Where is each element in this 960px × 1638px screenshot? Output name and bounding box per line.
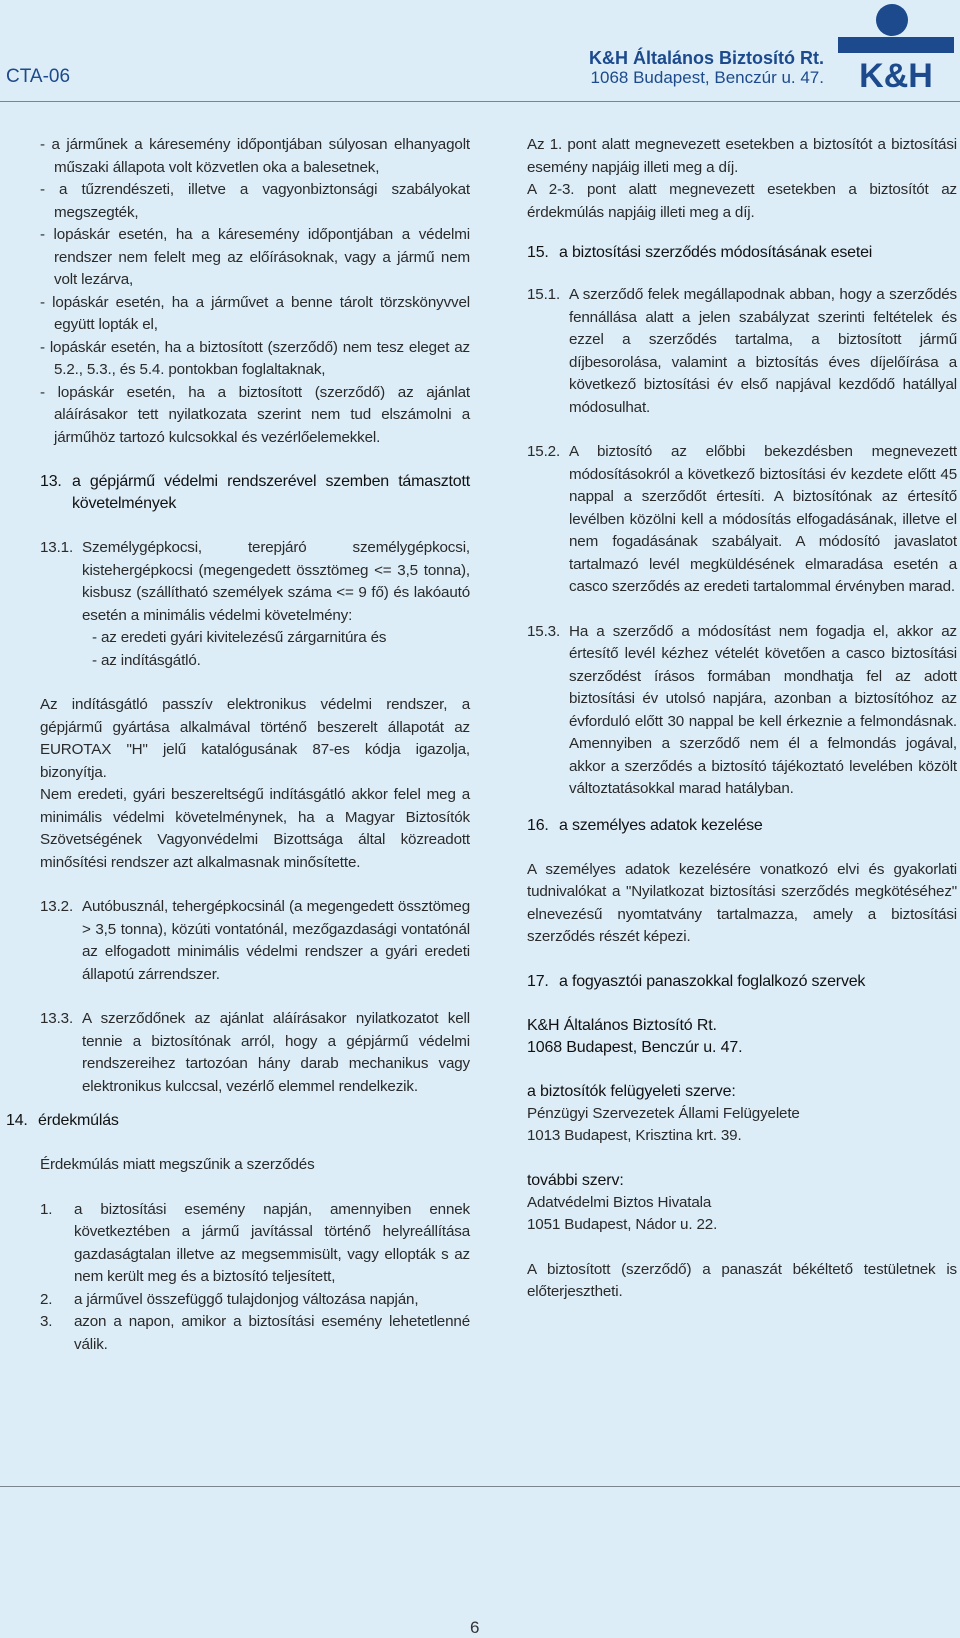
clause-15-1 <box>527 284 957 419</box>
section-number: 15. <box>527 244 549 261</box>
document-code: CTA-06 <box>6 66 71 87</box>
other-body-name: Adatvédelmi Biztos Hivatala <box>527 1193 712 1211</box>
clause-13-3 <box>40 1008 470 1098</box>
section-number: 13. <box>40 473 62 490</box>
section-title: érdekmúlás <box>38 1112 119 1129</box>
list-item: - lopáskár esetén, ha a káresemény időpontjában a védelmi rendszer nem felelt meg az előírásoknak, vagy a jármű nem volt lezárva, <box>40 226 470 288</box>
left-column <box>6 134 470 1356</box>
clause-number: 15.2. <box>527 443 561 460</box>
company-block <box>589 48 824 88</box>
section-15-heading <box>527 242 957 264</box>
clause-number: 13.3. <box>40 1010 74 1027</box>
section-number: 16. <box>527 816 549 834</box>
supervisor-address: 1013 Budapest, Krisztina krt. 39. <box>527 1127 742 1144</box>
list-item: - lopáskár esetén, ha a járművet a benne tárolt törzskönyvvel együtt lopták el, <box>40 293 470 333</box>
list-item: - a járműnek a káresemény időpontjában súlyosan elhanyagolt műszaki állapota volt közvetlen oka a balesetnek, <box>40 136 470 176</box>
section-16-heading <box>527 815 957 837</box>
section-title: a személyes adatok kezelése <box>559 816 763 834</box>
company-name: K&H Általános Biztosító Rt. <box>588 48 824 68</box>
clause-text: A biztosító az előbbi bekezdésben megnevezett módosításokról a következő biztosítási év kezdete előtt 45 nappal a szerződőt értesíti. A biztosítónak az értesítő levélben közölni kell a módosítás elfogadásának, illetve el nem fogadásának szabályait. A módosító javaslatot tartalmazó levél megküldésének elmaradása esetén a casco szerződés az eredeti tartalommal érvényben marad. <box>569 443 957 595</box>
clause-number: 15.3. <box>527 622 561 640</box>
kh-logo <box>836 3 956 89</box>
clause-text: A szerződőnek az ajánlat aláírásakor nyilatkozatot kell tennie a biztosítónak arról, hogy a gépjármű védelmi rendszereihez tartozóan hány darab mechanikus vagy elektronikus kulccsal, vezérlő elemmel rendelkezik. <box>82 1010 470 1095</box>
closing-paragraph: A biztosított (szerződő) a panaszát békéltető testületnek is előterjesztheti. <box>527 1260 957 1300</box>
supervisor-label: a biztosítók felügyeleti szerve: <box>527 1082 736 1100</box>
other-body-address: 1051 Budapest, Nádor u. 22. <box>527 1216 718 1233</box>
section-title: a gépjármű védelmi rendszerével szemben támasztott követelmények <box>72 473 470 512</box>
clause-text: A szerződő felek megállapodnak abban, hogy a szerződés fennállása alatt a jelen szabályzat szerinti feltételek és ezzel a szerződés tartalma, a biztosított jármű díjbesorolása, valamint a biztosítás éves díjelőírása a következő biztosítási év első napjával kezdődő hatállyal módosulhat. <box>569 286 957 416</box>
premium-paragraph-2: A 2-3. pont alatt megnevezett esetekben a biztosítót az érdekmúlás napjáig illeti meg a díj. <box>527 181 957 221</box>
exclusion-list <box>40 134 470 449</box>
supervisor-block <box>527 1081 957 1148</box>
item-number: 1. <box>40 1200 53 1218</box>
clause-text: Személygépkocsi, terepjáró személygépkocsi, kistehergépkocsi (megengedett össztömeg <= 3,5 tonna), kisbusz (szállítható személyek száma <= 9 fő) és lakóautó esetén a minimális védelmi követelmény: <box>82 539 470 624</box>
other-body-label: további szerv: <box>527 1171 624 1189</box>
list-item: - a tűzrendészeti, illetve a vagyonbiztonsági szabályokat megszegték, <box>40 181 470 221</box>
list-item: - az indításgátló. <box>92 651 201 669</box>
section-title: a fogyasztói panaszokkal foglalkozó szervek <box>559 972 866 990</box>
clause-number: 13.1. <box>40 539 74 556</box>
clause-13-1 <box>40 537 470 627</box>
page-header <box>0 0 960 100</box>
section-13-heading <box>40 471 470 515</box>
section-17-heading <box>527 971 957 993</box>
termination-list <box>40 1199 470 1357</box>
premium-paragraph-1: Az 1. pont alatt megnevezett esetekben a biztosítót a biztosítási esemény napjáig illeti meg a díj. <box>527 136 957 176</box>
insurer-block <box>527 1015 957 1059</box>
supervisor-name: Pénzügyi Szervezetek Állami Felügyelete <box>527 1104 800 1122</box>
section-number: 17. <box>527 972 549 990</box>
list-item <box>40 1199 470 1289</box>
clause-15-2 <box>527 441 957 599</box>
clause-15-3 <box>527 621 957 801</box>
clause-number: 13.2. <box>40 898 74 915</box>
other-body-block <box>527 1170 957 1237</box>
clause-text: Autóbusznál, tehergépkocsinál (a megengedett össztömeg > 3,5 tonna), közúti vontatónál, mezőgazdasági vontatónál az elfogadott minimális védelmi rendszer a gyári eredeti állapotú zárrendszer. <box>82 898 470 983</box>
clause-text: Ha a szerződő a módosítást nem fogadja el, akkor az értesítő levél kézhez vételét követően a casco biztosítási szerződést írásos formában mondhatja fel az adott biztosítási év utolsó napjára, azonban a biztosítóhoz az évforduló előtt 30 nappal be kell érkeznie a felmondásnak. Amennyiben a szerződő nem él a felmondás jogával, akkor a szerződés a biztosító tájékoztató levelében közölt változtatásokkal marad hatályban. <box>569 622 957 797</box>
item-number: 2. <box>40 1290 53 1308</box>
company-address: 1068 Budapest, Benczúr u. 47. <box>590 68 824 87</box>
item-text: a biztosítási esemény napján, amennyiben ennek következtében a jármű javítással történő helyreállítása gazdaságtalan illetve az megsemmisült, vagy ellopták s az nem került meg és a biztosító teljesített, <box>74 1200 470 1285</box>
footer-rule <box>0 1486 960 1487</box>
right-column <box>527 134 957 1304</box>
list-item <box>40 1289 470 1312</box>
paragraph-non-original: Nem eredeti, gyári beszereltségű indításgátló akkor felel meg a minimális védelmi követelménynek, ha a Magyar Biztosítók Szövetségének Vagyonvédelmi Bizottsága által közreadott minősítési rendszer azt alkalmasnak minősítette. <box>40 786 470 871</box>
item-text: azon a napon, amikor a biztosítási esemény lehetetlenné válik. <box>74 1313 470 1353</box>
logo-text: K&H <box>859 57 933 89</box>
item-number: 3. <box>40 1313 53 1330</box>
list-item: - lopáskár esetén, ha a biztosított (szerződő) az ajánlat aláírásakor tett nyilatkozata szerint nem tud elszámolni a járműhöz tartozó kulcsokkal és vezérlőelemekkel. <box>40 383 470 446</box>
list-item <box>40 1311 470 1356</box>
insurer-address: 1068 Budapest, Benczúr u. 47. <box>527 1038 743 1056</box>
insurer-name: K&H Általános Biztosító Rt. <box>527 1016 717 1034</box>
section-title: a biztosítási szerződés módosításának esetei <box>559 244 873 261</box>
section-number: 14. <box>6 1112 28 1129</box>
clause-number: 15.1. <box>527 286 561 303</box>
header-rule <box>0 101 960 102</box>
item-text: a járművel összefüggő tulajdonjog változása napján, <box>74 1290 419 1308</box>
section-14-intro: Érdekmúlás miatt megszűnik a szerződés <box>40 1156 315 1173</box>
page-number: 6 <box>470 1618 480 1637</box>
paragraph-immobilizer: Az indításgátló passzív elektronikus védelmi rendszer, a gépjármű gyártása alkalmával történő beszerelt állapotát az EUROTAX "H" jelű katalógusának 87-es kódja igazolja, bizonyítja. <box>40 696 470 781</box>
section-16-text: A személyes adatok kezelésére vonatkozó elvi és gyakorlati tudnivalókat a "Nyilatkozat biztosítási szerződés megkötéséhez" elnevezésű nyomtatvány tartalmazza, amely a biztosítási szerződés részét képezi. <box>527 860 957 945</box>
list-item: - lopáskár esetén, ha a biztosított (szerződő) nem tesz eleget az 5.2., 5.3., és 5.4. pontokban foglaltaknak, <box>40 338 470 378</box>
clause-13-2 <box>40 896 470 986</box>
section-14-heading <box>6 1110 470 1132</box>
list-item: - az eredeti gyári kivitelezésű zárgarnitúra és <box>92 629 387 646</box>
